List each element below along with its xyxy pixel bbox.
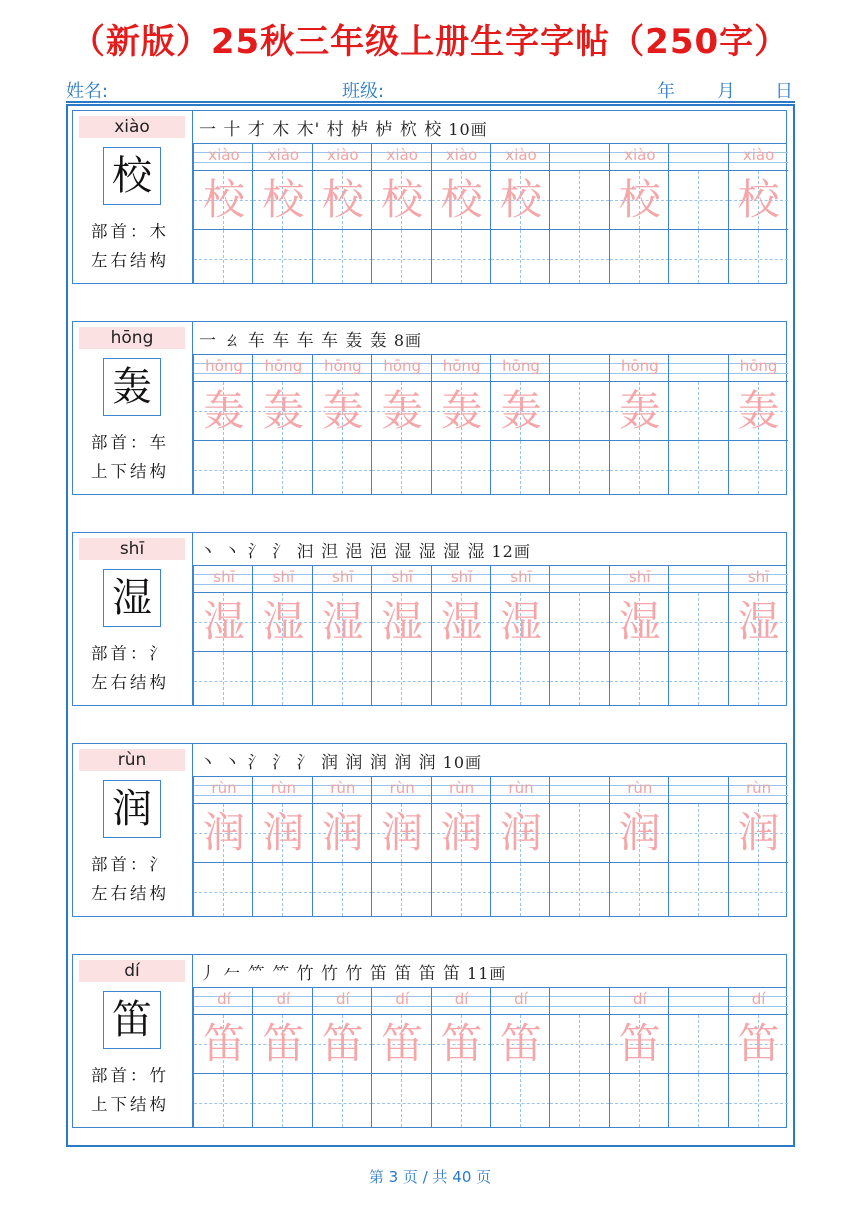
blank-grid-cell[interactable] [431,230,491,283]
pinyin-label: rùn [79,749,185,771]
pinyin-cell[interactable] [431,144,491,171]
tian-grid-cell[interactable] [549,171,609,230]
pinyin-cell[interactable] [549,144,609,171]
trace-pinyin: rùn [389,779,415,797]
pinyin-cell[interactable] [431,355,491,382]
blank-grid-cell[interactable] [252,652,312,705]
trace-character: 校 [321,175,364,224]
trace-character: 校 [262,175,305,224]
structure-text: 上下结构 [91,1095,169,1114]
pinyin-cell[interactable] [193,355,253,382]
trace-pinyin: shī [272,568,295,586]
pinyin-cell[interactable] [431,988,491,1015]
stroke-order [199,326,422,351]
stroke-count: 8画 [393,331,423,350]
pinyin-cell[interactable] [490,355,550,382]
trace-character: 轰 [499,386,542,435]
blank-grid-cell[interactable] [668,441,728,494]
tian-grid-cell[interactable] [490,593,550,652]
tian-grid-cell[interactable] [728,382,788,441]
tian-grid-cell[interactable] [549,382,609,441]
trace-character: 湿 [618,597,661,646]
trace-character: 轰 [618,386,661,435]
tian-grid-cell[interactable] [728,171,788,230]
trace-character: 笛 [202,1019,245,1068]
radical-text: 部首：氵 [91,855,169,874]
blank-grid-cell[interactable] [431,441,491,494]
trace-character: 湿 [381,597,424,646]
blank-grid-cell[interactable] [431,863,491,916]
trace-character: 轰 [202,386,245,435]
tian-grid-cell[interactable] [371,593,431,652]
stroke-count: 10画 [442,753,483,772]
character-info [73,533,193,705]
structure-text: 左右结构 [91,673,169,692]
blank-grid-cell[interactable] [371,652,431,705]
tian-grid-cell[interactable] [312,171,372,230]
blank-grid-cell[interactable] [668,230,728,283]
pinyin-cell[interactable] [609,988,669,1015]
name-label: 姓名: [66,81,109,102]
page-title: （新版）25秋三年级上册生字字帖（250字） [70,22,790,62]
pinyin-cell[interactable] [312,566,372,593]
trace-pinyin: hōng [383,357,422,375]
blank-grid-cell[interactable] [490,863,550,916]
tian-grid-cell[interactable] [193,171,253,230]
trace-pinyin: hōng [264,357,303,375]
pinyin-cell[interactable] [549,777,609,804]
tian-grid-cell[interactable] [371,382,431,441]
blank-grid-cell[interactable] [193,441,253,494]
header-divider [66,101,795,103]
trace-character: 湿 [499,597,542,646]
tian-grid-cell[interactable] [609,1015,669,1074]
stroke-count: 11画 [467,964,507,983]
blank-grid-cell[interactable] [252,441,312,494]
structure-text: 左右结构 [91,884,169,903]
trace-pinyin: rùn [449,779,475,797]
blank-grid-cell[interactable] [371,1074,431,1127]
trace-character: 校 [737,175,780,224]
trace-character: 轰 [440,386,483,435]
pinyin-cell[interactable] [252,144,312,171]
tian-grid-cell[interactable] [371,1015,431,1074]
tian-grid-cell[interactable] [728,593,788,652]
trace-pinyin: rùn [270,779,296,797]
stroke-count: 10画 [448,120,488,139]
trace-pinyin: dí [454,990,469,1008]
stroke-order [199,959,506,984]
trace-pinyin: dí [276,990,291,1008]
tian-grid-cell[interactable] [193,593,253,652]
blank-grid-cell[interactable] [312,441,372,494]
trace-character: 润 [440,808,483,857]
pinyin-cell[interactable] [668,355,728,382]
radical-text: 部首：竹 [91,1066,169,1085]
character-block [72,532,787,706]
trace-pinyin: hōng [502,357,540,375]
blank-grid-cell[interactable] [728,652,788,705]
trace-pinyin: rùn [746,779,772,797]
blank-grid-cell[interactable] [193,230,253,283]
page-footer: 第 3 页 / 共 40 页 [368,1168,492,1186]
trace-pinyin: xiào [742,146,775,164]
pinyin-cell[interactable] [252,355,312,382]
tian-grid-cell[interactable] [312,1015,372,1074]
blank-grid-cell[interactable] [490,652,550,705]
tian-grid-cell[interactable] [609,382,669,441]
blank-grid-cell[interactable] [312,652,372,705]
trace-character: 笛 [321,1019,364,1068]
pinyin-cell[interactable] [549,566,609,593]
pinyin-cell[interactable] [312,355,372,382]
trace-pinyin: hōng [442,357,481,375]
pinyin-cell[interactable] [728,355,788,382]
stroke-order [199,115,488,140]
trace-character: 湿 [737,597,780,646]
blank-grid-cell[interactable] [371,441,431,494]
trace-character: 润 [202,808,245,857]
trace-character: 湿 [262,597,305,646]
stroke-order-row [193,533,787,566]
blank-grid-cell[interactable] [728,863,788,916]
tian-grid-cell[interactable] [252,593,312,652]
tian-grid-cell[interactable] [431,593,491,652]
pinyin-cell[interactable] [609,777,669,804]
trace-character: 校 [499,175,542,224]
month-label: 月 [717,81,735,102]
character-block [72,954,787,1128]
tian-grid-cell[interactable] [312,382,372,441]
stroke-order-row [193,322,787,355]
trace-character: 润 [737,808,780,857]
pinyin-cell[interactable] [193,566,253,593]
trace-character: 润 [618,808,661,857]
tian-grid-cell[interactable] [371,171,431,230]
trace-character: 润 [381,808,424,857]
tian-grid-cell[interactable] [549,593,609,652]
tian-grid-cell[interactable] [609,804,669,863]
trace-pinyin: hōng [620,357,659,375]
pinyin-cell[interactable] [371,988,431,1015]
trace-pinyin: hōng [739,357,778,375]
pinyin-cell[interactable] [549,355,609,382]
pinyin-cell[interactable] [609,355,669,382]
trace-character: 笛 [499,1019,542,1068]
pinyin-cell[interactable] [549,988,609,1015]
pinyin-cell[interactable] [431,566,491,593]
class-label: 班级: [342,81,385,102]
blank-grid-cell[interactable] [549,1074,609,1127]
blank-grid-cell[interactable] [193,1074,253,1127]
blank-grid-cell[interactable] [312,863,372,916]
tian-grid-cell[interactable] [549,1015,609,1074]
stroke-order-row [193,111,787,144]
trace-pinyin: dí [514,990,528,1008]
trace-pinyin: xiào [327,146,359,164]
trace-character: 润 [499,808,542,857]
character-info [73,111,193,283]
tian-grid-cell[interactable] [609,593,669,652]
model-character: 笛 [103,991,161,1049]
tian-grid-cell[interactable] [193,804,253,863]
tian-grid-cell[interactable] [312,804,372,863]
model-character: 轰 [103,358,161,416]
trace-pinyin: dí [632,990,647,1008]
tian-grid-cell[interactable] [728,1015,788,1074]
tian-grid-cell[interactable] [252,382,312,441]
stroke-order-row [193,955,787,988]
trace-pinyin: dí [217,990,231,1008]
trace-pinyin: shī [510,568,532,586]
blank-grid-cell[interactable] [609,1074,669,1127]
pinyin-cell[interactable] [371,777,431,804]
trace-character: 校 [618,175,661,224]
pinyin-cell[interactable] [728,566,788,593]
pinyin-cell[interactable] [252,777,312,804]
stroke-order [199,537,531,562]
trace-character: 笛 [440,1019,483,1068]
trace-character: 校 [381,175,424,224]
trace-pinyin: shī [332,568,354,586]
trace-character: 润 [262,808,305,857]
trace-pinyin: rùn [508,779,534,797]
character-info [73,322,193,494]
trace-pinyin: rùn [211,779,237,797]
pinyin-cell[interactable] [668,988,728,1015]
trace-character: 轰 [321,386,364,435]
blank-grid-cell[interactable] [549,652,609,705]
trace-character: 轰 [381,386,424,435]
blank-grid-cell[interactable] [312,1074,372,1127]
pinyin-cell[interactable] [193,777,253,804]
blank-grid-cell[interactable] [252,1074,312,1127]
pinyin-cell[interactable] [193,144,253,171]
trace-character: 笛 [381,1019,424,1068]
radical-text: 部首：氵 [91,644,169,663]
pinyin-cell[interactable] [490,988,550,1015]
trace-character: 笛 [262,1019,305,1068]
blank-grid-cell[interactable] [609,863,669,916]
pinyin-cell[interactable] [668,566,728,593]
year-label: 年 [657,81,675,102]
pinyin-cell[interactable] [312,988,372,1015]
trace-pinyin: xiào [445,146,478,164]
blank-grid-cell[interactable] [431,1074,491,1127]
tian-grid-cell[interactable] [371,804,431,863]
trace-character: 湿 [321,597,364,646]
trace-pinyin: dí [395,990,410,1008]
trace-pinyin: shī [213,568,235,586]
tian-grid-cell[interactable] [431,804,491,863]
tian-grid-cell[interactable] [193,1015,253,1074]
blank-grid-cell[interactable] [193,652,253,705]
blank-grid-cell[interactable] [549,863,609,916]
blank-grid-cell[interactable] [549,230,609,283]
trace-pinyin: xiào [624,146,656,164]
tian-grid-cell[interactable] [609,171,669,230]
tian-grid-cell[interactable] [490,804,550,863]
trace-pinyin: shī [450,568,473,586]
stroke-sequence: 丶 丶 氵 氵 氵 润 润 润 润 润 [199,753,437,773]
model-character: 校 [103,147,161,205]
radical-text: 部首：车 [91,433,169,452]
trace-pinyin: dí [335,990,350,1008]
structure-text: 左右结构 [91,251,169,270]
stroke-count: 12画 [491,542,531,561]
blank-grid-cell[interactable] [549,441,609,494]
trace-character: 轰 [262,386,305,435]
blank-grid-cell[interactable] [609,441,669,494]
blank-grid-cell[interactable] [252,230,312,283]
pinyin-cell[interactable] [490,777,550,804]
trace-character: 校 [202,175,245,224]
pinyin-cell[interactable] [431,777,491,804]
stroke-sequence: 丶 丶 氵 氵 汩 泹 浥 浥 湿 湿 湿 湿 [199,542,486,562]
structure-text: 上下结构 [91,462,169,481]
pinyin-cell[interactable] [371,566,431,593]
pinyin-cell[interactable] [312,144,372,171]
trace-character: 笛 [618,1019,661,1068]
stroke-sequence: 丿 𠂉 ⺮ ⺮ 竹 竹 竹 笛 笛 笛 笛 [199,964,462,984]
pinyin-cell[interactable] [609,144,669,171]
trace-character: 湿 [202,597,245,646]
tian-grid-cell[interactable] [549,804,609,863]
stroke-order [199,748,482,773]
trace-character: 轰 [737,386,780,435]
tian-grid-cell[interactable] [252,1015,312,1074]
character-block [72,743,787,917]
trace-pinyin: rùn [330,779,356,797]
tian-grid-cell[interactable] [252,171,312,230]
trace-pinyin: hōng [205,357,243,375]
trace-character: 湿 [440,597,483,646]
radical-text: 部首：木 [91,222,169,241]
stroke-sequence: 一 十 才 木 木' 村 栌 栌 柼 校 [199,120,443,140]
blank-grid-cell[interactable] [609,652,669,705]
blank-grid-cell[interactable] [490,441,550,494]
blank-grid-cell[interactable] [668,1074,728,1127]
model-character: 润 [103,780,161,838]
blank-grid-cell[interactable] [490,230,550,283]
pinyin-label: shī [79,538,185,560]
pinyin-cell[interactable] [193,988,253,1015]
blank-grid-cell[interactable] [728,441,788,494]
blank-grid-cell[interactable] [728,230,788,283]
tian-grid-cell[interactable] [668,804,728,863]
blank-grid-cell[interactable] [371,230,431,283]
trace-pinyin: hōng [323,357,362,375]
trace-pinyin: xiào [267,146,300,164]
blank-grid-cell[interactable] [371,863,431,916]
tian-grid-cell[interactable] [668,171,728,230]
pinyin-cell[interactable] [728,777,788,804]
pinyin-cell[interactable] [252,988,312,1015]
blank-grid-cell[interactable] [668,652,728,705]
pinyin-cell[interactable] [490,566,550,593]
pinyin-cell[interactable] [371,144,431,171]
trace-pinyin: dí [751,990,766,1008]
trace-pinyin: shī [747,568,770,586]
day-label: 日 [775,81,793,102]
tian-grid-cell[interactable] [668,1015,728,1074]
pinyin-label: dí [79,960,185,982]
blank-grid-cell[interactable] [490,1074,550,1127]
blank-grid-cell[interactable] [431,652,491,705]
blank-grid-cell[interactable] [668,863,728,916]
trace-pinyin: xiào [505,146,537,164]
tian-grid-cell[interactable] [312,593,372,652]
pinyin-cell[interactable] [668,777,728,804]
tian-grid-cell[interactable] [431,171,491,230]
trace-pinyin: shī [629,568,651,586]
stroke-order-row [193,744,787,777]
tian-grid-cell[interactable] [490,1015,550,1074]
trace-character: 润 [321,808,364,857]
character-block [72,110,787,284]
tian-grid-cell[interactable] [252,804,312,863]
pinyin-cell[interactable] [609,566,669,593]
stroke-sequence: 一 ㄠ 车 车 车 车 轰 轰 [199,331,388,351]
character-block [72,321,787,495]
trace-pinyin: shī [391,568,413,586]
trace-character: 笛 [737,1019,780,1068]
blank-grid-cell[interactable] [609,230,669,283]
character-info [73,744,193,916]
pinyin-cell[interactable] [371,355,431,382]
blank-grid-cell[interactable] [312,230,372,283]
tian-grid-cell[interactable] [193,382,253,441]
pinyin-label: xiào [79,116,185,138]
tian-grid-cell[interactable] [431,1015,491,1074]
tian-grid-cell[interactable] [490,382,550,441]
tian-grid-cell[interactable] [490,171,550,230]
tian-grid-cell[interactable] [728,804,788,863]
pinyin-cell[interactable] [312,777,372,804]
pinyin-label: hōng [79,327,185,349]
blank-grid-cell[interactable] [193,863,253,916]
blank-grid-cell[interactable] [252,863,312,916]
trace-pinyin: xiào [208,146,240,164]
pinyin-cell[interactable] [252,566,312,593]
pinyin-cell[interactable] [728,988,788,1015]
trace-pinyin: rùn [627,779,653,797]
tian-grid-cell[interactable] [668,593,728,652]
pinyin-cell[interactable] [728,144,788,171]
model-character: 湿 [103,569,161,627]
blank-grid-cell[interactable] [728,1074,788,1127]
tian-grid-cell[interactable] [431,382,491,441]
character-info [73,955,193,1127]
pinyin-cell[interactable] [490,144,550,171]
tian-grid-cell[interactable] [668,382,728,441]
trace-pinyin: xiào [386,146,418,164]
pinyin-cell[interactable] [668,144,728,171]
trace-character: 校 [440,175,483,224]
